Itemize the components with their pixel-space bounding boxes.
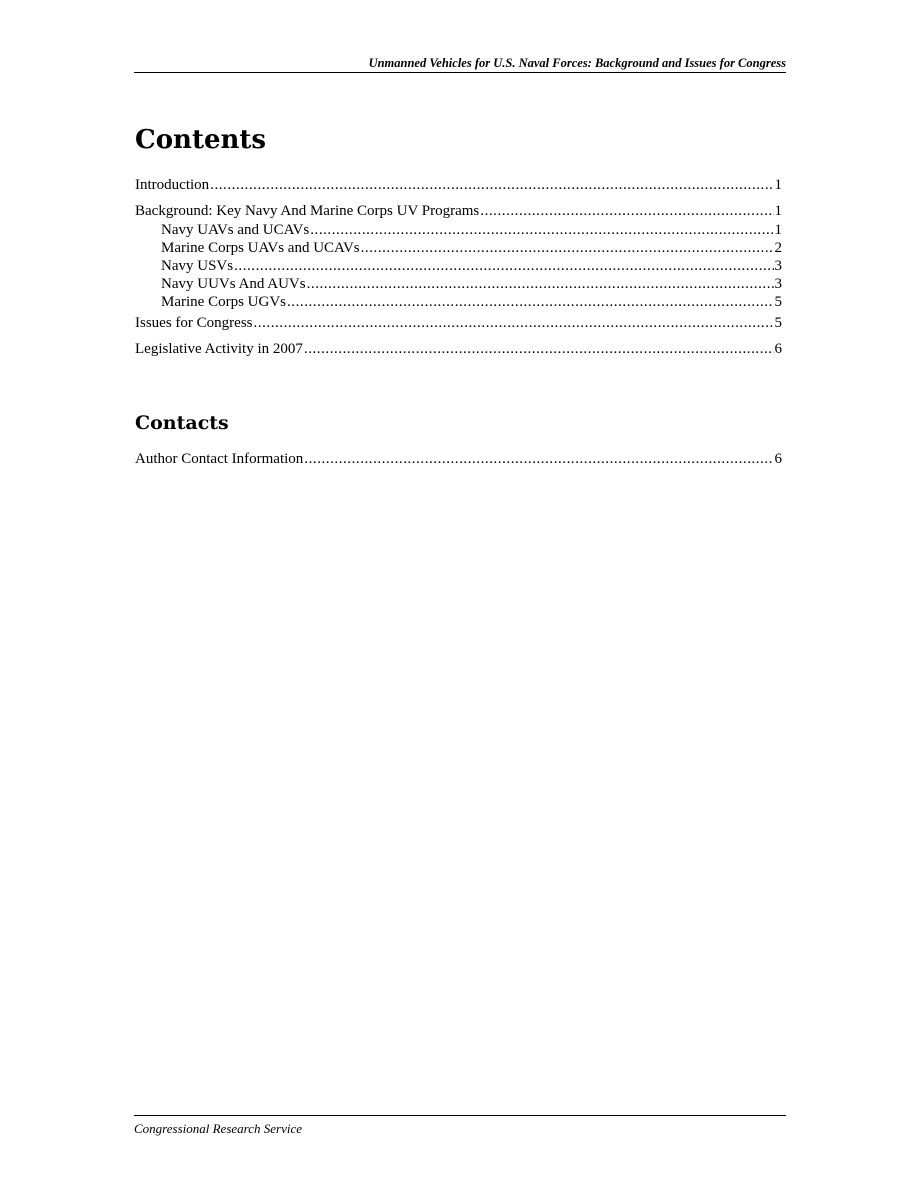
contents-heading: Contents [135, 125, 267, 155]
toc-entry-page: 1 [774, 222, 782, 238]
toc-entry-page: 5 [774, 294, 782, 310]
toc-entry-page: 3 [774, 258, 782, 274]
toc-entry-issues[interactable] [135, 314, 782, 332]
toc-entry-introduction[interactable] [135, 176, 782, 194]
toc-entry-page: 1 [774, 177, 782, 193]
dot-leader [304, 450, 773, 468]
toc-entry-label: Marine Corps UAVs and UCAVs [161, 240, 360, 256]
toc-entry-label: Navy UAVs and UCAVs [161, 222, 310, 238]
contacts-heading: Contacts [135, 412, 229, 434]
running-header-title: Unmanned Vehicles for U.S. Naval Forces: Background and Issues for Congress [368, 56, 786, 70]
dot-leader [287, 293, 774, 311]
page-footer [134, 1115, 786, 1136]
contents-list [135, 176, 782, 358]
running-header [134, 56, 786, 73]
toc-entry-page: 1 [774, 203, 782, 219]
dot-leader [304, 340, 774, 358]
toc-entry-page: 5 [774, 315, 782, 331]
toc-entry-page: 6 [774, 341, 782, 357]
toc-entry-navy-uavs[interactable] [135, 221, 782, 239]
toc-entry-label: Issues for Congress [135, 315, 253, 331]
footer-publisher: Congressional Research Service [134, 1121, 302, 1136]
dot-leader [210, 176, 773, 194]
dot-leader [254, 314, 774, 332]
toc-entry-label: Legislative Activity in 2007 [135, 341, 303, 357]
toc-entry-label: Navy UUVs And AUVs [161, 276, 306, 292]
toc-entry-page: 2 [774, 240, 782, 256]
toc-entry-navy-uuvs[interactable] [135, 275, 782, 293]
toc-entry-label: Author Contact Information [135, 451, 304, 467]
toc-entry-navy-usvs[interactable] [135, 257, 782, 275]
toc-entry-marine-ugvs[interactable] [135, 293, 782, 311]
toc-entry-marine-uavs[interactable] [135, 239, 782, 257]
toc-entry-page: 6 [774, 451, 782, 467]
toc-entry-label: Background: Key Navy And Marine Corps UV Programs [135, 203, 480, 219]
dot-leader [234, 257, 773, 275]
toc-entry-legislative[interactable] [135, 340, 782, 358]
toc-entry-background[interactable] [135, 202, 782, 220]
dot-leader [307, 275, 774, 293]
dot-leader [480, 202, 773, 220]
contacts-list [135, 450, 782, 468]
toc-entry-label: Introduction [135, 177, 210, 193]
dot-leader [310, 221, 773, 239]
toc-entry-label: Marine Corps UGVs [161, 294, 286, 310]
toc-entry-author-contact[interactable] [135, 450, 782, 468]
toc-entry-label: Navy USVs [161, 258, 234, 274]
toc-entry-page: 3 [774, 276, 782, 292]
dot-leader [361, 239, 774, 257]
